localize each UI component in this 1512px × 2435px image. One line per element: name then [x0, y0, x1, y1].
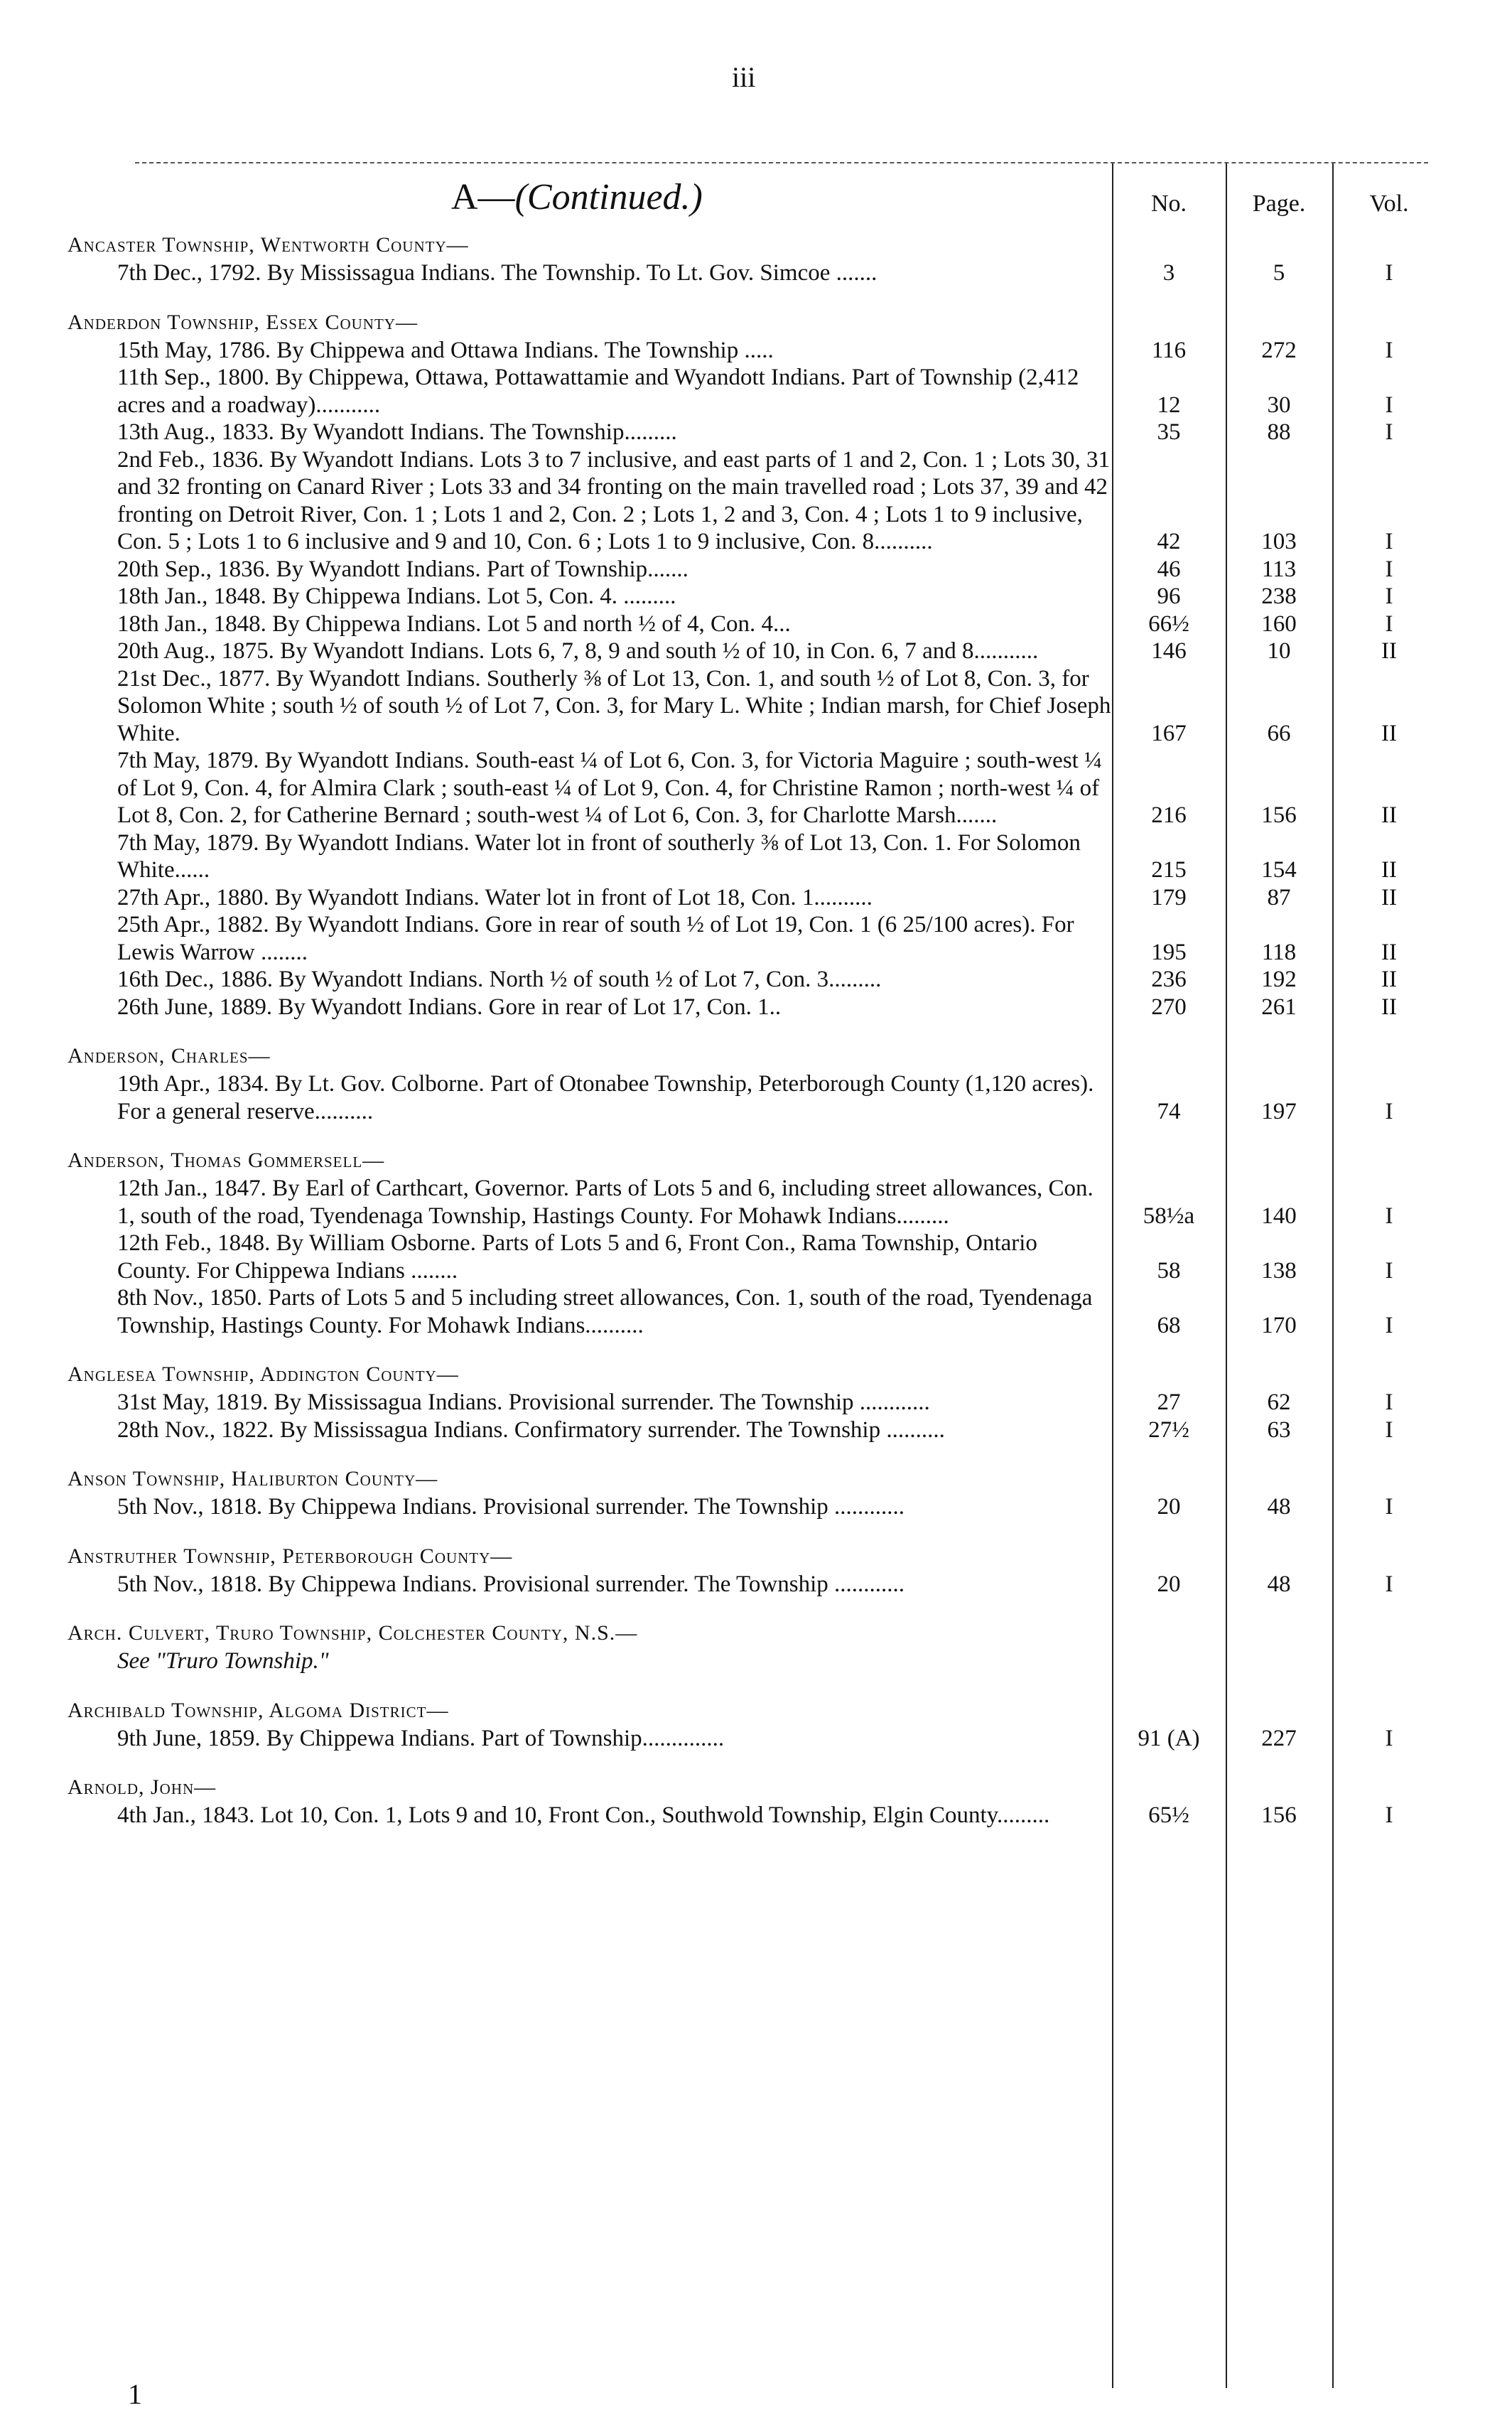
entry-number: 270 [1151, 994, 1187, 1020]
entry-text: 9th June, 1859. By Chippewa Indians. Part of Township.............. [117, 1725, 725, 1751]
group-heading: Arnold, John— [68, 1775, 217, 1799]
entry-page: 118 [1261, 939, 1297, 965]
entry-volume: I [1385, 1203, 1393, 1229]
entry-volume: I [1385, 392, 1393, 418]
entry-number: 35 [1157, 419, 1181, 445]
entry-text: 7th May, 1879. By Wyandott Indians. Water lot in front of southerly ⅜ of Lot 13, Con. 1. For Solomon White...... [117, 829, 1081, 883]
entry-page: 88 [1267, 419, 1291, 445]
entry-volume: I [1385, 529, 1393, 554]
entry-text: 7th May, 1879. By Wyandott Indians. South-east ¼ of Lot 6, Con. 3, for Victoria Maguire ; south-west ¼ of Lot 9, Con. 4, for Almira Clark ; south-east ¼ of Lot 9, Con. 4, for Christine Ramon ; north-west ¼ of Lot 8, Con. 2, for Catherine Bernard ; south-west ¼ of Lot 6, Con. 3, for Charlotte Marsh....... [117, 748, 1102, 828]
entry-number: 58½a [1143, 1203, 1195, 1229]
entry-text: 21st Dec., 1877. By Wyandott Indians. Southerly ⅜ of Lot 13, Con. 1, and south ½ of Lot 8, Con. 3, for Solomon White ; south ½ of south ½ of Lot 7, Con. 3, for Mary L. White ; Indian marsh, for Chief Joseph White. [117, 665, 1111, 746]
group-heading: Anderdon Township, Essex County— [68, 310, 418, 334]
footer-mark: 1 [128, 2378, 142, 2410]
entry-page: 30 [1267, 392, 1291, 418]
index-group [68, 1697, 1446, 1753]
entry-text: 28th Nov., 1822. By Mississagua Indians. Confirmatory surrender. The Township .......... [117, 1417, 945, 1443]
entry-volume: I [1385, 1802, 1393, 1828]
entry-number: 146 [1151, 638, 1187, 664]
entry-page: 261 [1261, 994, 1297, 1020]
entry-volume: I [1385, 260, 1393, 286]
entry-text: 18th Jan., 1848. By Chippewa Indians. Lot 5 and north ½ of 4, Con. 4... [117, 611, 791, 637]
entry-page: 10 [1267, 638, 1291, 664]
entry-number: 216 [1151, 802, 1187, 828]
entry-row [68, 419, 1446, 446]
entry-text: 2nd Feb., 1836. By Wyandott Indians. Lots 3 to 7 inclusive, and east parts of 1 and 2, Con. 1 ; Lots 30, 31 and 32 fronting on Canard River ; Lots 33 and 34 fronting on the main travelled road ; Lots 37, 39 and 42 fronting on Detroit River, Con. 1 ; Lots 1 and 2, Con. 2 ; Lots 1, 2 and 3, Con. 4 ; Lots 1 to 9 inclusive, Con. 5 ; Lots 1 to 6 inclusive and 9 and 10, Con. 6 ; Lots 1 to 9 inclusive, Con. 8.......... [117, 446, 1111, 554]
entry-volume: I [1385, 1312, 1393, 1338]
entry-number: 20 [1157, 1571, 1181, 1597]
index-entries [68, 231, 1446, 1851]
entry-row [68, 1802, 1446, 1829]
entry-text: 20th Sep., 1836. By Wyandott Indians. Part of Township....... [117, 556, 688, 582]
entry-volume: I [1385, 584, 1393, 609]
entry-number: 46 [1157, 556, 1181, 582]
entry-volume: II [1381, 939, 1397, 965]
entry-row [68, 1571, 1446, 1598]
entry-page: 113 [1261, 556, 1297, 582]
entry-row [68, 747, 1446, 829]
entry-number: 74 [1157, 1098, 1181, 1124]
entry-number: 42 [1157, 529, 1181, 554]
index-group [68, 1042, 1446, 1125]
group-heading: Arch. Culvert, Truro Township, Colchester County, N.S.— [68, 1621, 638, 1645]
entry-row [68, 611, 1446, 638]
entry-row [68, 994, 1446, 1021]
entry-text: 18th Jan., 1848. By Chippewa Indians. Lot 5, Con. 4. ......... [117, 584, 676, 609]
entry-row [68, 911, 1446, 966]
heading-continued: (Continued.) [514, 177, 703, 217]
entry-volume: I [1385, 556, 1393, 582]
group-heading: Archibald Township, Algoma District— [68, 1698, 449, 1722]
entry-text: 7th Dec., 1792. By Mississagua Indians. The Township. To Lt. Gov. Simcoe ....... [117, 260, 878, 286]
entry-number: 195 [1151, 939, 1187, 965]
group-heading: Anstruther Township, Peterborough County— [68, 1544, 513, 1568]
entry-row [68, 1175, 1446, 1230]
entry-volume: I [1385, 1389, 1393, 1415]
index-group [68, 1773, 1446, 1829]
entry-volume: I [1385, 1494, 1393, 1520]
entry-text: 5th Nov., 1818. By Chippewa Indians. Provisional surrender. The Township ............ [117, 1494, 904, 1520]
entry-number: 3 [1162, 260, 1175, 286]
entry-volume: II [1381, 638, 1397, 664]
entry-number: 20 [1157, 1494, 1181, 1520]
entry-row [68, 337, 1446, 365]
entry-text: 20th Aug., 1875. By Wyandott Indians. Lots 6, 7, 8, 9 and south ½ of 10, in Con. 6, 7 and 8........... [117, 638, 1039, 664]
index-group [68, 308, 1446, 1021]
entry-volume: II [1381, 884, 1397, 910]
entry-text: 12th Jan., 1847. By Earl of Carthcart, Governor. Parts of Lots 5 and 6, including street allowances, Con. 1, south of the road, Tyendenaga Township, Hastings County. For Mohawk Indians......... [117, 1176, 1094, 1229]
entry-number: 58 [1157, 1257, 1181, 1284]
entry-text: 12th Feb., 1848. By William Osborne. Parts of Lots 5 and 6, Front Con., Rama Township, Ontario County. For Chippewa Indians ........ [117, 1230, 1037, 1284]
entry-number: 65½ [1148, 1802, 1189, 1828]
entry-page: 192 [1261, 967, 1297, 992]
group-heading: Anderson, Thomas Gommersell— [68, 1149, 385, 1172]
entry-page: 5 [1273, 260, 1285, 286]
entry-number: 116 [1151, 337, 1187, 363]
entry-row [68, 966, 1446, 994]
entry-volume: I [1385, 419, 1393, 445]
group-heading: Ancaster Township, Wentworth County— [68, 233, 469, 257]
entry-row [68, 556, 1446, 584]
group-heading: Anderson, Charles— [68, 1044, 271, 1068]
index-group [68, 1619, 1446, 1675]
entry-number: 236 [1151, 967, 1187, 992]
entry-row [68, 1493, 1446, 1521]
entry-page: 272 [1261, 337, 1297, 363]
entry-page: 140 [1261, 1203, 1297, 1229]
entry-number: 27½ [1148, 1417, 1189, 1443]
entry-row [68, 364, 1446, 419]
entry-page: 160 [1261, 611, 1297, 637]
entry-volume: I [1385, 1098, 1393, 1124]
entry-row [68, 583, 1446, 611]
entry-page: 48 [1267, 1494, 1291, 1520]
entry-page: 227 [1261, 1725, 1297, 1751]
group-heading: Anson Township, Haliburton County— [68, 1467, 438, 1490]
entry-volume: II [1381, 967, 1397, 992]
entry-row [68, 446, 1446, 556]
top-rule [135, 162, 1428, 163]
group-heading: Anglesea Township, Addington County— [68, 1362, 459, 1386]
entry-page: 154 [1261, 857, 1297, 883]
entry-volume: II [1381, 720, 1397, 746]
entry-row [68, 1230, 1446, 1284]
page-number: iii [732, 61, 756, 93]
entry-page: 197 [1261, 1098, 1297, 1124]
column-header-vol: Vol. [1369, 190, 1409, 217]
entry-volume: I [1385, 337, 1393, 363]
entry-text: 19th Apr., 1834. By Lt. Gov. Colborne. Part of Otonabee Township, Peterborough County (1,120 acres). For a general reserve.......... [117, 1071, 1094, 1124]
entry-number: 91 (A) [1138, 1725, 1200, 1751]
entry-row [68, 1070, 1446, 1125]
entry-volume: I [1385, 1725, 1393, 1751]
entry-page: 156 [1261, 802, 1297, 828]
entry-page: 103 [1261, 529, 1297, 554]
entry-row [68, 1389, 1446, 1417]
entry-number: 167 [1151, 720, 1187, 746]
entry-number: 12 [1157, 392, 1181, 418]
entry-page: 48 [1267, 1571, 1291, 1597]
entry-text: 26th June, 1889. By Wyandott Indians. Gore in rear of Lot 17, Con. 1.. [117, 994, 782, 1020]
entry-text: 15th May, 1786. By Chippewa and Ottawa Indians. The Township ..... [117, 337, 774, 363]
entry-row [68, 665, 1446, 748]
see-reference: See "Truro Township." [117, 1648, 329, 1674]
heading-letter: A— [451, 177, 515, 217]
entry-row [68, 259, 1446, 287]
column-header-page: Page. [1252, 190, 1306, 217]
section-heading [451, 176, 703, 218]
entry-text: 13th Aug., 1833. By Wyandott Indians. The Township......... [117, 419, 677, 445]
entry-volume: I [1385, 1257, 1393, 1284]
entry-text: 16th Dec., 1886. By Wyandott Indians. North ½ of south ½ of Lot 7, Con. 3......... [117, 967, 882, 992]
entry-text: 4th Jan., 1843. Lot 10, Con. 1, Lots 9 and 10, Front Con., Southwold Township, Elgin County......... [117, 1802, 1050, 1828]
entry-number: 179 [1151, 884, 1187, 910]
entry-page: 66 [1267, 720, 1291, 746]
entry-volume: II [1381, 802, 1397, 828]
entry-volume: II [1381, 857, 1397, 883]
entry-text: 11th Sep., 1800. By Chippewa, Ottawa, Pottawattamie and Wyandott Indians. Part of Township (2,412 acres and a roadway)........... [117, 365, 1079, 418]
entry-page: 63 [1267, 1417, 1291, 1443]
entry-page: 87 [1267, 884, 1291, 910]
entry-row [68, 884, 1446, 912]
entry-row [68, 1725, 1446, 1753]
entry-number: 66½ [1148, 611, 1189, 637]
entry-text: 8th Nov., 1850. Parts of Lots 5 and 5 including street allowances, Con. 1, south of the road, Tyendenaga Township, Hastings County. For Mohawk Indians.......... [117, 1285, 1093, 1338]
entry-number: 96 [1157, 584, 1181, 609]
index-group [68, 231, 1446, 287]
entry-page: 170 [1261, 1312, 1297, 1338]
entry-number: 68 [1157, 1312, 1181, 1338]
index-group [68, 1542, 1446, 1598]
entry-number: 215 [1151, 857, 1187, 883]
index-group [68, 1360, 1446, 1444]
entry-page: 62 [1267, 1389, 1291, 1415]
entry-row [68, 638, 1446, 665]
entry-page: 138 [1261, 1257, 1297, 1284]
entry-text: 25th Apr., 1882. By Wyandott Indians. Gore in rear of south ½ of Lot 19, Con. 1 (6 25/100 acres). For Lewis Warrow ........ [117, 912, 1074, 965]
index-group [68, 1465, 1446, 1521]
entry-page: 238 [1261, 584, 1297, 609]
entry-volume: II [1381, 994, 1397, 1020]
entry-volume: I [1385, 611, 1393, 637]
entry-row [68, 1284, 1446, 1339]
entry-volume: I [1385, 1417, 1393, 1443]
entry-volume: I [1385, 1571, 1393, 1597]
entry-text: 27th Apr., 1880. By Wyandott Indians. Water lot in front of Lot 18, Con. 1.......... [117, 884, 873, 910]
entry-row [68, 1417, 1446, 1444]
entry-row [68, 829, 1446, 884]
entry-number: 27 [1157, 1389, 1181, 1415]
entry-text: 5th Nov., 1818. By Chippewa Indians. Provisional surrender. The Township ............ [117, 1571, 904, 1597]
entry-text: 31st May, 1819. By Mississagua Indians. Provisional surrender. The Township ............ [117, 1389, 930, 1415]
column-header-no: No. [1150, 190, 1187, 217]
index-group [68, 1146, 1446, 1339]
entry-page: 156 [1261, 1802, 1297, 1828]
